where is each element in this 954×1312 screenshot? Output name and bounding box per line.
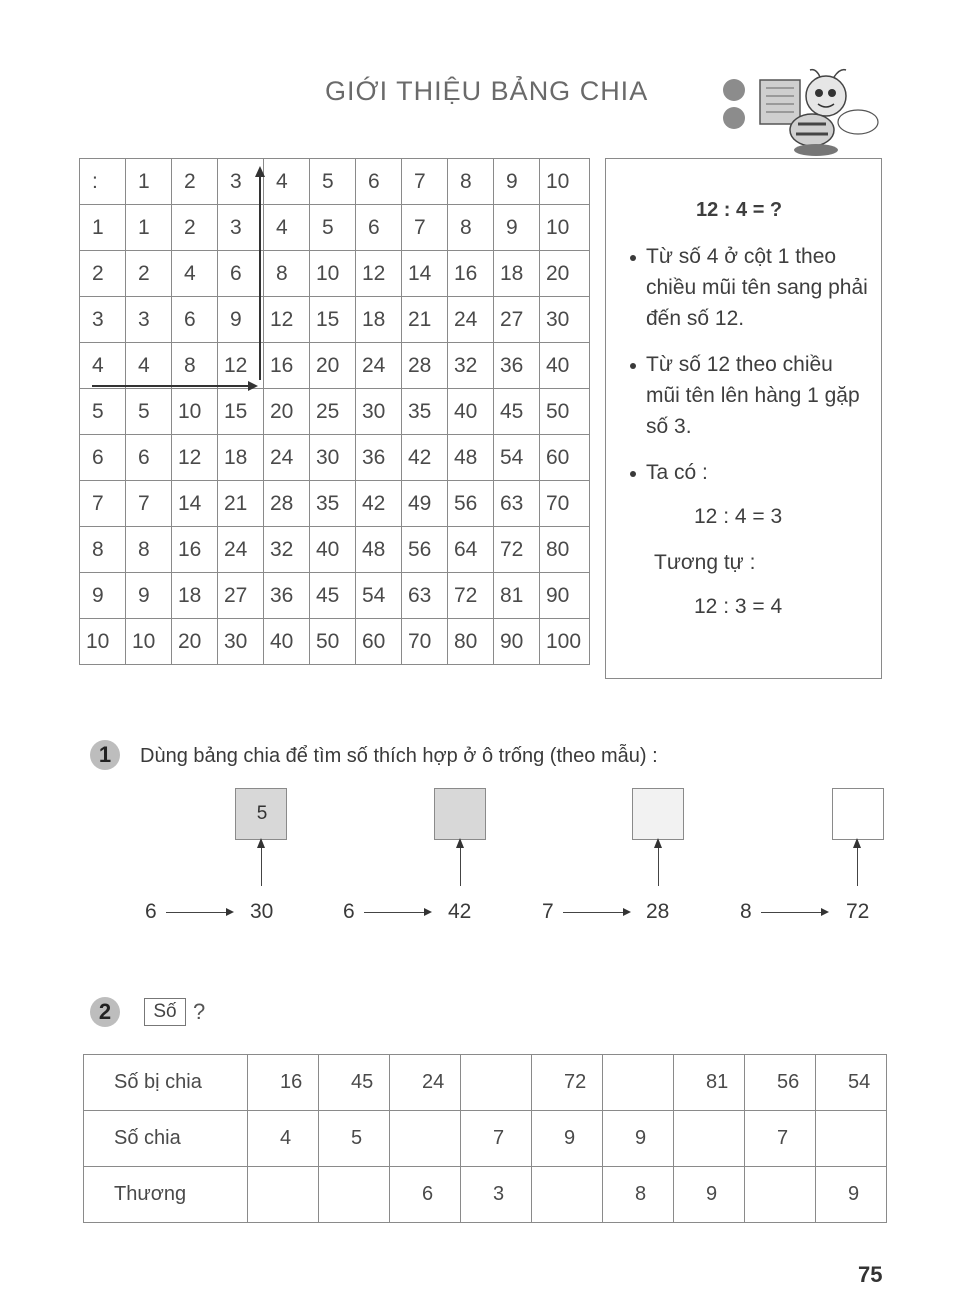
division-table-cell: 24 (356, 343, 402, 389)
division-table-cell: 2 (126, 251, 172, 297)
division-table-cell: 3 (218, 205, 264, 251)
up-arrow-head-icon (853, 838, 861, 848)
bullet-dot-icon (630, 363, 636, 369)
division-table-cell: 4 (126, 343, 172, 389)
exercise-2-cell: 81 (674, 1055, 745, 1111)
division-table-cell: 18 (494, 251, 540, 297)
exercise-2-row-header: Thương (84, 1167, 248, 1223)
explanation-step-3: Ta có : (630, 457, 870, 488)
division-table-cell: 9 (126, 573, 172, 619)
division-table-cell: 2 (172, 205, 218, 251)
division-table-cell: 18 (218, 435, 264, 481)
exercise-2-blank-cell[interactable] (248, 1167, 319, 1223)
division-table-cell: 36 (264, 573, 310, 619)
exercise-1-instruction: Dùng bảng chia để tìm số thích hợp ở ô trống (theo mẫu) : (140, 745, 658, 767)
division-table-cell: 6 (356, 159, 402, 205)
up-arrow-head-icon (456, 838, 464, 848)
explanation-question: 12 : 4 = ? (696, 199, 783, 221)
exercise-2-blank-cell[interactable] (532, 1167, 603, 1223)
explanation-result-2: 12 : 3 = 4 (694, 595, 783, 618)
exercise-2-row-header: Số bị chia (84, 1055, 248, 1111)
exercise-2-row-header: Số chia (84, 1111, 248, 1167)
division-table-cell: 6 (126, 435, 172, 481)
division-table-cell: 5 (310, 205, 356, 251)
division-table-cell: 6 (356, 205, 402, 251)
division-table-cell: 20 (172, 619, 218, 665)
division-table-cell: 7 (402, 205, 448, 251)
division-table-cell: 45 (310, 573, 356, 619)
division-table-cell: 70 (540, 481, 590, 527)
division-table-cell: 8 (264, 251, 310, 297)
division-table-cell: 10 (310, 251, 356, 297)
division-table-cell: 3 (218, 159, 264, 205)
exercise-2-cell: 7 (745, 1111, 816, 1167)
exercise-2-question-mark: ? (193, 999, 206, 1024)
exercise-2-blank-cell[interactable] (603, 1055, 674, 1111)
dividend-left: 7 (542, 900, 554, 923)
exercise-2-blank-cell[interactable] (461, 1055, 532, 1111)
division-table-cell: 4 (264, 205, 310, 251)
division-table-cell: 9 (80, 573, 126, 619)
division-table-cell: 30 (540, 297, 590, 343)
division-table-cell: 15 (218, 389, 264, 435)
exercise-2-blank-cell[interactable] (319, 1167, 390, 1223)
division-table-cell: 81 (494, 573, 540, 619)
division-table-cell: 64 (448, 527, 494, 573)
right-arrow-head-icon (424, 908, 432, 916)
division-table-cell: 90 (494, 619, 540, 665)
division-table-cell: 15 (310, 297, 356, 343)
exercise-2-blank-cell[interactable] (745, 1167, 816, 1223)
division-table-cell: 1 (126, 159, 172, 205)
division-table-cell: 21 (402, 297, 448, 343)
exercise-2-row (84, 1167, 887, 1223)
division-table-cell: 10 (80, 619, 126, 665)
division-table-cell: 20 (540, 251, 590, 297)
division-table-cell: 16 (448, 251, 494, 297)
division-table-cell: 56 (448, 481, 494, 527)
division-table-cell: 40 (448, 389, 494, 435)
bullet-dot-icon (630, 471, 636, 477)
division-table-cell: 48 (448, 435, 494, 481)
exercise-2-blank-cell[interactable] (390, 1111, 461, 1167)
division-table-cell: 9 (218, 297, 264, 343)
right-arrow-head-icon (623, 908, 631, 916)
division-table-cell: 6 (80, 435, 126, 481)
exercise-2-blank-cell[interactable] (816, 1111, 887, 1167)
division-table-cell: 12 (264, 297, 310, 343)
division-table-cell: 12 (356, 251, 402, 297)
page-number: 75 (858, 1262, 883, 1287)
division-table-cell: 27 (494, 297, 540, 343)
division-table-cell: 42 (402, 435, 448, 481)
division-table-cell: 20 (310, 343, 356, 389)
exercise-2-cell: 6 (390, 1167, 461, 1223)
right-arrow-head-icon (226, 908, 234, 916)
division-table-cell: 5 (80, 389, 126, 435)
division-table-cell: 8 (448, 159, 494, 205)
division-table-cell: 8 (80, 527, 126, 573)
product-right: 72 (846, 900, 870, 923)
division-table-cell: 7 (80, 481, 126, 527)
division-table-cell: 1 (80, 205, 126, 251)
division-table-cell: 54 (494, 435, 540, 481)
exercise-2-number: 2 (90, 997, 120, 1027)
division-table-cell: 2 (172, 159, 218, 205)
division-table-cell: 16 (172, 527, 218, 573)
exercise-2-cell: 45 (319, 1055, 390, 1111)
division-table-cell: 80 (448, 619, 494, 665)
right-arrow-head-icon (821, 908, 829, 916)
division-table-cell: 2 (80, 251, 126, 297)
division-table-cell: 9 (494, 205, 540, 251)
exercise-2-cell: 5 (319, 1111, 390, 1167)
exercise-1-number: 1 (90, 740, 120, 770)
division-table-cell: 40 (264, 619, 310, 665)
exercise-2-cell: 9 (532, 1111, 603, 1167)
division-table-cell: 12 (218, 343, 264, 389)
division-table-cell: 35 (310, 481, 356, 527)
exercise-2-cell: 9 (603, 1111, 674, 1167)
division-table-cell: 45 (494, 389, 540, 435)
division-table-cell: 10 (172, 389, 218, 435)
division-table-cell: 5 (126, 389, 172, 435)
division-table-cell: 50 (540, 389, 590, 435)
division-table-cell: 10 (540, 205, 590, 251)
division-table-cell: 25 (310, 389, 356, 435)
division-table-cell: 3 (126, 297, 172, 343)
division-table-cell: 27 (218, 573, 264, 619)
product-right: 30 (250, 900, 274, 923)
division-table-cell: 36 (494, 343, 540, 389)
division-table-cell: 56 (402, 527, 448, 573)
division-table-cell: 3 (80, 297, 126, 343)
division-table-cell: 63 (402, 573, 448, 619)
division-table-cell: 60 (540, 435, 590, 481)
explanation-similar-label: Tương tự : (654, 551, 756, 574)
answer-box-value: 5 (256, 803, 268, 824)
division-table-cell: 48 (356, 527, 402, 573)
division-table-cell: 9 (494, 159, 540, 205)
exercise-2-label: Số (144, 998, 186, 1026)
division-table-cell: 32 (264, 527, 310, 573)
division-table-cell: 18 (356, 297, 402, 343)
dividend-left: 6 (145, 900, 157, 923)
exercise-2-row (84, 1055, 887, 1111)
exercise-2-cell: 56 (745, 1055, 816, 1111)
product-right: 42 (448, 900, 472, 923)
dividend-left: 6 (343, 900, 355, 923)
division-table-cell: 20 (264, 389, 310, 435)
exercise-2-cell: 3 (461, 1167, 532, 1223)
division-table-cell: 16 (264, 343, 310, 389)
division-table-cell: 8 (172, 343, 218, 389)
division-table-cell: 24 (218, 527, 264, 573)
division-table-cell: 40 (310, 527, 356, 573)
division-table-cell: 70 (402, 619, 448, 665)
exercise-2-cell: 72 (532, 1055, 603, 1111)
division-table-cell: 4 (264, 159, 310, 205)
division-table-cell: 14 (402, 251, 448, 297)
exercise-2-cell: 54 (816, 1055, 887, 1111)
exercise-2-blank-cell[interactable] (674, 1111, 745, 1167)
division-table-cell: 30 (218, 619, 264, 665)
division-table-cell: 28 (264, 481, 310, 527)
division-table-cell: 1 (126, 205, 172, 251)
division-table-cell: 60 (356, 619, 402, 665)
division-table-cell: 36 (356, 435, 402, 481)
exercise-2-cell: 7 (461, 1111, 532, 1167)
division-table-cell: 10 (540, 159, 590, 205)
explanation-result-1: 12 : 4 = 3 (694, 505, 783, 528)
up-arrow-head-icon (654, 838, 662, 848)
division-table-cell: 30 (356, 389, 402, 435)
division-table-cell: 6 (218, 251, 264, 297)
division-table-cell: 54 (356, 573, 402, 619)
division-table-cell: 24 (264, 435, 310, 481)
dividend-left: 8 (740, 900, 752, 923)
bullet-dot-icon (630, 255, 636, 261)
exercise-2-row (84, 1111, 887, 1167)
division-table-cell: 4 (172, 251, 218, 297)
division-table-cell: 63 (494, 481, 540, 527)
division-table-cell: 6 (172, 297, 218, 343)
division-table-cell: 50 (310, 619, 356, 665)
explanation-step-1: Từ số 4 ở cột 1 theo chiều mũi tên sang phải đến số 12. (630, 241, 870, 334)
division-table-cell: 72 (494, 527, 540, 573)
division-table-cell: 18 (172, 573, 218, 619)
exercise-2-cell: 8 (603, 1167, 674, 1223)
division-table-cell: 8 (448, 205, 494, 251)
exercise-2-cell: 4 (248, 1111, 319, 1167)
vertical-arrow-head (255, 166, 265, 177)
division-table-cell: 30 (310, 435, 356, 481)
division-table-cell: : (80, 159, 126, 205)
division-table-cell: 28 (402, 343, 448, 389)
division-table-cell: 90 (540, 573, 590, 619)
horizontal-arrow-head (248, 381, 258, 391)
division-table-cell: 4 (80, 343, 126, 389)
division-table-cell: 32 (448, 343, 494, 389)
division-table-cell: 100 (540, 619, 590, 665)
division-table-cell: 21 (218, 481, 264, 527)
product-right: 28 (646, 900, 670, 923)
division-table-cell: 24 (448, 297, 494, 343)
division-table-cell: 10 (126, 619, 172, 665)
division-table-cell: 5 (310, 159, 356, 205)
division-table-cell: 49 (402, 481, 448, 527)
exercise-2-cell: 24 (390, 1055, 461, 1111)
exercise-2-cell: 9 (816, 1167, 887, 1223)
division-table-cell: 80 (540, 527, 590, 573)
exercise-1-arrowheads (0, 780, 954, 930)
up-arrow-head-icon (257, 838, 265, 848)
division-table-cell: 42 (356, 481, 402, 527)
page-title: GIỚI THIỆU BẢNG CHIA (325, 76, 649, 106)
division-table-cell: 7 (402, 159, 448, 205)
explanation-step-2: Từ số 12 theo chiều mũi tên lên hàng 1 gặp số 3. (630, 349, 870, 442)
division-table-cell: 35 (402, 389, 448, 435)
exercise-2-cell: 9 (674, 1167, 745, 1223)
division-table-cell: 14 (172, 481, 218, 527)
exercise-2-table (83, 1054, 887, 1223)
division-table-cell: 7 (126, 481, 172, 527)
division-table-cell: 72 (448, 573, 494, 619)
explanation-box (605, 158, 882, 679)
division-table-cell: 12 (172, 435, 218, 481)
division-table-cell: 40 (540, 343, 590, 389)
division-table-cell: 8 (126, 527, 172, 573)
exercise-2-cell: 16 (248, 1055, 319, 1111)
